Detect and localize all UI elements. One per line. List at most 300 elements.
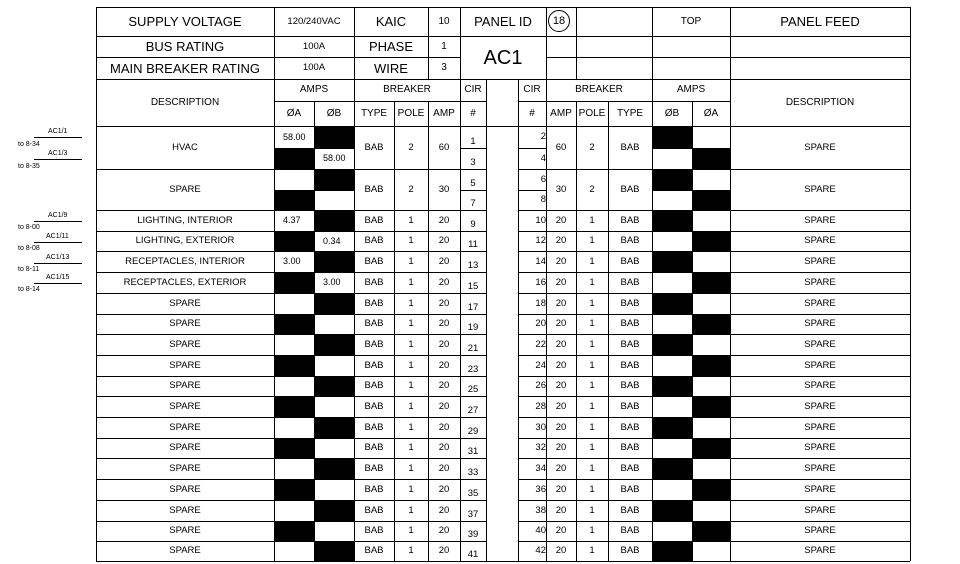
xref-label: AC1/3: [48, 150, 68, 157]
right-circuit-description: SPARE: [804, 359, 836, 371]
left-circuit-description: SPARE: [169, 462, 201, 474]
right-circuit-number: 18: [535, 297, 546, 309]
rule-h: [354, 521, 460, 522]
right-pole-heading: POLE: [578, 107, 606, 119]
rule-h: [546, 376, 652, 377]
right-circuit-number: 34: [535, 462, 546, 474]
rule-h: [460, 438, 486, 439]
rule-h: [546, 396, 652, 397]
left-circuit-description: SPARE: [169, 545, 201, 557]
rule-h: [274, 293, 354, 294]
rule-h: [546, 334, 652, 335]
rule-h: [96, 126, 274, 127]
wire-value: 3: [441, 62, 447, 73]
right-circuit-number: 26: [535, 380, 546, 392]
left-breaker-pole: 1: [408, 255, 414, 267]
left-breaker-amp: 20: [438, 380, 450, 392]
left-amps-heading: AMPS: [299, 84, 329, 95]
rule-h: [546, 355, 652, 356]
left-circuit-number: 17: [467, 301, 479, 313]
right-circuit-description: SPARE: [804, 183, 836, 195]
rule-h: [518, 521, 546, 522]
rule-h: [652, 334, 730, 335]
right-circuit-number: 22: [535, 338, 546, 350]
phase-a-amps: 4.37: [283, 215, 301, 225]
right-breaker-type: BAB: [620, 462, 640, 474]
right-breaker-amp: 20: [555, 525, 567, 537]
rule-h: [518, 293, 546, 294]
rule-h: [546, 521, 652, 522]
left-breaker-type: BAB: [364, 545, 384, 557]
bus-rating-label: BUS RATING: [145, 39, 225, 54]
rule-h: [518, 438, 546, 439]
rule-h: [518, 231, 546, 232]
bus-rating-value: 100A: [302, 40, 326, 52]
left-phase-b-heading: ØB: [326, 107, 342, 119]
rule-v: [652, 79, 653, 126]
rule-h: [730, 210, 910, 211]
phase-fill-block: [314, 334, 354, 355]
right-circuit-number: 28: [535, 400, 546, 412]
rule-h: [354, 458, 460, 459]
right-circuit-number: 16: [535, 276, 546, 288]
phase-value: 1: [441, 40, 447, 52]
right-breaker-amp: 20: [555, 359, 567, 371]
phase-fill-block: [274, 396, 314, 417]
right-circuit-number: 42: [535, 545, 546, 557]
phase-fill-block: [652, 210, 692, 231]
right-breaker-pole: 2: [589, 141, 595, 153]
right-breaker-pole: 1: [589, 276, 595, 288]
rule-h: [730, 479, 910, 480]
right-circuit-number: 36: [535, 483, 546, 495]
right-breaker-pole: 1: [589, 525, 595, 537]
right-breaker-type: BAB: [620, 214, 640, 226]
rule-h: [546, 57, 910, 58]
left-circuit-description: SPARE: [169, 380, 201, 392]
left-breaker-amp: 20: [438, 421, 450, 433]
xref-leader: [34, 137, 82, 138]
left-circuit-description: SPARE: [169, 338, 201, 350]
rule-h: [274, 190, 354, 191]
rule-v: [910, 79, 911, 126]
rule-h: [354, 293, 460, 294]
phase-fill-block: [692, 231, 730, 251]
left-breaker-amp: 20: [438, 297, 450, 309]
kaic-label: KAIC: [375, 14, 407, 29]
right-cir-heading: CIR: [523, 84, 541, 95]
rule-h: [730, 355, 910, 356]
left-circuit-number: 27: [467, 404, 479, 416]
right-breaker-type: BAB: [620, 318, 640, 330]
phase-a-amps: 58.00: [283, 131, 306, 142]
left-breaker-type: BAB: [364, 276, 384, 288]
xref-destination: to 8-34: [18, 141, 40, 148]
left-breaker-pole: 2: [408, 183, 414, 195]
rule-h: [652, 314, 730, 315]
right-breaker-amp: 20: [555, 214, 567, 226]
right-circuit-description: SPARE: [804, 462, 836, 474]
left-breaker-type: BAB: [364, 255, 384, 267]
xref-label: AC1/9: [48, 212, 68, 219]
phase-fill-block: [314, 293, 354, 314]
left-circuit-description: HVAC: [172, 141, 198, 153]
left-breaker-pole: 1: [408, 442, 414, 454]
xref-label: AC1/13: [46, 254, 70, 261]
right-breaker-pole: 2: [589, 183, 595, 195]
right-breaker-amp: 20: [555, 235, 567, 247]
rule-h: [518, 251, 546, 252]
left-breaker-pole: 1: [408, 359, 414, 371]
rule-h: [652, 458, 730, 459]
rule-h: [518, 210, 546, 211]
phase-fill-block: [652, 293, 692, 314]
panel-name: AC1: [483, 46, 523, 69]
left-circuit-number: 15: [467, 280, 479, 292]
rule-h: [274, 458, 354, 459]
rule-h: [96, 417, 274, 418]
left-breaker-pole: 1: [408, 545, 414, 557]
right-breaker-type: BAB: [620, 421, 640, 433]
left-circuit-number: 19: [467, 321, 479, 333]
right-breaker-pole: 1: [589, 400, 595, 412]
right-circuit-description: SPARE: [804, 525, 836, 537]
rule-h: [460, 293, 486, 294]
rule-h: [274, 231, 354, 232]
rule-h: [96, 169, 274, 170]
left-breaker-type: BAB: [364, 214, 384, 226]
left-breaker-pole: 1: [408, 380, 414, 392]
rule-h: [460, 334, 486, 335]
phase-fill-block: [274, 314, 314, 334]
phase-a-amps: 3.00: [283, 256, 301, 266]
right-breaker-type: BAB: [620, 359, 640, 371]
left-breaker-type: BAB: [364, 141, 384, 153]
rule-h: [274, 272, 354, 273]
phase-fill-block: [274, 479, 314, 500]
right-breaker-pole: 1: [589, 442, 595, 454]
right-breaker-pole: 1: [589, 421, 595, 433]
left-circuit-number: 21: [467, 342, 479, 354]
rule-h: [546, 210, 652, 211]
rule-h: [274, 148, 354, 149]
left-circuit-description: SPARE: [169, 359, 201, 371]
left-pole-heading: POLE: [397, 107, 425, 119]
rule-h: [96, 272, 274, 273]
left-circuit-number: 39: [467, 528, 479, 540]
right-breaker-amp: 30: [555, 183, 567, 195]
right-breaker-amp: 20: [555, 255, 567, 267]
rule-h: [460, 272, 486, 273]
rule-v: [486, 126, 487, 561]
left-circuit-number: 5: [470, 177, 476, 189]
rule-h: [730, 521, 910, 522]
rule-h: [354, 314, 460, 315]
left-circuit-number: 7: [470, 197, 476, 209]
right-circuit-number: 10: [535, 214, 546, 226]
right-breaker-type: BAB: [620, 400, 640, 412]
rule-h: [274, 541, 354, 542]
right-circuit-description: SPARE: [804, 141, 836, 153]
left-breaker-pole: 1: [408, 504, 414, 516]
right-breaker-amp: 20: [555, 297, 567, 309]
rule-h: [730, 541, 910, 542]
left-circuit-description: SPARE: [169, 504, 201, 516]
right-breaker-pole: 1: [589, 338, 595, 350]
rule-h: [96, 500, 274, 501]
rule-h: [460, 169, 486, 170]
right-circuit-description: SPARE: [804, 400, 836, 412]
rule-h: [652, 169, 730, 170]
rule-h: [460, 479, 486, 480]
main-breaker-label: MAIN BREAKER RATING: [109, 60, 260, 76]
phase-fill-block: [692, 148, 730, 169]
rule-h: [730, 314, 910, 315]
rule-h: [460, 417, 486, 418]
rule-v: [428, 7, 429, 79]
right-circuit-number: 14: [535, 255, 546, 267]
rule-h: [96, 36, 910, 37]
rule-h: [730, 293, 910, 294]
rule-h: [96, 293, 274, 294]
left-circuit-description: SPARE: [169, 400, 201, 412]
left-circuit-number: 41: [467, 548, 479, 560]
rule-v: [314, 101, 315, 126]
left-circuit-description: LIGHTING, INTERIOR: [137, 214, 233, 226]
left-circuit-number: 1: [470, 135, 476, 147]
right-breaker-pole: 1: [589, 483, 595, 495]
rule-h: [274, 251, 354, 252]
left-circuit-number: 11: [468, 238, 478, 250]
rule-h: [652, 126, 730, 127]
xref-destination: to 8-35: [18, 163, 40, 170]
left-breaker-type: BAB: [364, 338, 384, 350]
right-breaker-type: BAB: [620, 504, 640, 516]
rule-h: [518, 500, 546, 501]
rule-h: [460, 500, 486, 501]
right-breaker-pole: 1: [589, 359, 595, 371]
right-breaker-type: BAB: [620, 545, 640, 557]
rule-h: [518, 396, 546, 397]
rule-h: [274, 479, 354, 480]
right-circuit-description: SPARE: [804, 235, 836, 247]
left-breaker-amp: 20: [438, 338, 450, 350]
phase-fill-block: [314, 126, 354, 148]
right-breaker-amp: 20: [555, 400, 567, 412]
phase-fill-block: [314, 541, 354, 561]
rule-h: [652, 190, 730, 191]
left-circuit-number: 3: [470, 156, 476, 168]
rule-h: [546, 541, 652, 542]
left-breaker-amp: 20: [438, 214, 450, 226]
rule-h: [460, 210, 486, 211]
phase-b-amps: 0.34: [323, 235, 341, 246]
left-breaker-amp: 20: [438, 483, 450, 495]
right-breaker-amp: 20: [555, 338, 567, 350]
rule-h: [274, 101, 460, 102]
rule-h: [96, 355, 274, 356]
right-circuit-number: 30: [535, 421, 546, 433]
phase-fill-block: [652, 169, 692, 190]
rule-v: [96, 79, 97, 126]
left-breaker-amp: 20: [438, 400, 450, 412]
right-breaker-type: BAB: [620, 297, 640, 309]
rule-h: [652, 541, 730, 542]
rule-h: [274, 126, 354, 127]
right-phase-a-heading: ØA: [703, 107, 719, 119]
rule-h: [354, 376, 460, 377]
phase-b-amps: 58.00: [323, 153, 346, 163]
rule-v: [486, 79, 487, 126]
phase-fill-block: [314, 417, 354, 438]
rule-h: [652, 438, 730, 439]
left-circuit-description: SPARE: [169, 183, 201, 195]
rule-h: [96, 334, 274, 335]
rule-h: [96, 79, 910, 80]
rule-h: [96, 438, 274, 439]
rule-v: [274, 79, 275, 126]
rule-h: [518, 479, 546, 480]
rule-h: [354, 169, 460, 170]
rule-h: [274, 334, 354, 335]
rule-h: [546, 417, 652, 418]
right-breaker-pole: 1: [589, 235, 595, 247]
right-breaker-type: BAB: [620, 338, 640, 350]
rule-h: [730, 334, 910, 335]
right-breaker-pole: 1: [589, 380, 595, 392]
left-breaker-type: BAB: [364, 380, 384, 392]
rule-h: [460, 458, 486, 459]
phase-fill-block: [274, 438, 314, 458]
right-circuit-description: SPARE: [804, 297, 836, 309]
phase-fill-block: [314, 169, 354, 190]
rule-v: [394, 101, 395, 126]
right-circuit-description: SPARE: [804, 318, 836, 330]
right-breaker-amp: 20: [555, 442, 567, 454]
left-breaker-amp: 30: [438, 183, 450, 195]
left-breaker-amp: 20: [438, 545, 450, 557]
rule-v: [576, 7, 577, 79]
phase-fill-block: [314, 376, 354, 396]
phase-fill-block: [274, 521, 314, 541]
rule-h: [730, 458, 910, 459]
left-breaker-pole: 1: [408, 214, 414, 226]
phase-fill-block: [314, 500, 354, 521]
rule-h: [652, 272, 730, 273]
right-breaker-pole: 1: [589, 297, 595, 309]
rule-h: [96, 396, 274, 397]
rule-h: [354, 417, 460, 418]
main-breaker-value: 100A: [302, 62, 326, 74]
left-breaker-type: BAB: [364, 483, 384, 495]
rule-h: [730, 251, 910, 252]
left-breaker-amp: 20: [438, 462, 450, 474]
rule-h: [354, 210, 460, 211]
rule-h: [460, 148, 486, 149]
phase-fill-block: [652, 334, 692, 355]
right-breaker-pole: 1: [589, 462, 595, 474]
phase-fill-block: [314, 251, 354, 272]
rule-h: [354, 479, 460, 480]
rule-h: [274, 210, 354, 211]
rule-h: [96, 231, 274, 232]
right-breaker-pole: 1: [589, 545, 595, 557]
rule-h: [518, 417, 546, 418]
right-circuit-number: 38: [535, 504, 546, 516]
phase-fill-block: [274, 148, 314, 169]
rule-h: [354, 500, 460, 501]
rule-v: [460, 79, 461, 126]
rule-v: [730, 79, 731, 126]
left-breaker-amp: 20: [438, 504, 450, 516]
supply-voltage-value: 120/240VAC: [287, 15, 341, 27]
panel-id-label: PANEL ID: [474, 14, 532, 29]
phase-fill-block: [692, 438, 730, 458]
phase-fill-block: [692, 396, 730, 417]
left-breaker-type: BAB: [364, 318, 384, 330]
rule-h: [274, 355, 354, 356]
rule-h: [518, 334, 546, 335]
xref-label: AC1/1: [48, 128, 68, 135]
xref-leader: [34, 159, 82, 160]
supply-voltage-label: SUPPLY VOLTAGE: [128, 14, 242, 29]
right-circuit-description: SPARE: [804, 276, 836, 288]
right-circuit-number: 2: [540, 131, 546, 143]
rule-h: [96, 479, 274, 480]
rule-v: [730, 7, 731, 79]
rule-h: [652, 479, 730, 480]
rule-h: [274, 438, 354, 439]
left-circuit-description: LIGHTING, EXTERIOR: [135, 235, 235, 247]
rule-h: [730, 376, 910, 377]
right-breaker-amp: 20: [555, 421, 567, 433]
left-breaker-amp: 20: [438, 276, 450, 288]
left-circuit-description: RECEPTACLES, EXTERIOR: [123, 276, 247, 288]
rule-h: [460, 355, 486, 356]
rule-v: [354, 79, 355, 126]
right-breaker-pole: 1: [589, 318, 595, 330]
rule-v: [428, 101, 429, 126]
left-breaker-type: BAB: [364, 525, 384, 537]
left-circuit-description: SPARE: [169, 442, 201, 454]
rule-h: [730, 231, 910, 232]
rule-h: [274, 314, 354, 315]
right-breaker-type: BAB: [620, 235, 640, 247]
right-circuit-number: 6: [540, 173, 546, 185]
phase-fill-block: [274, 190, 314, 210]
rule-h: [274, 376, 354, 377]
right-circuit-number: 24: [535, 359, 546, 371]
rule-v: [546, 7, 547, 79]
left-breaker-pole: 2: [408, 141, 414, 153]
rule-h: [460, 541, 486, 542]
rule-h: [518, 458, 546, 459]
right-circuit-number: 4: [540, 152, 546, 164]
xref-destination: to 8-00: [18, 224, 40, 231]
right-circuit-number: 12: [535, 235, 546, 247]
rule-h: [354, 272, 460, 273]
wire-label: WIRE: [374, 60, 408, 76]
xref-leader: [34, 221, 82, 222]
left-circuit-description: SPARE: [169, 483, 201, 495]
rule-h: [354, 541, 460, 542]
left-breaker-type: BAB: [364, 400, 384, 412]
rule-h: [546, 251, 652, 252]
left-description-heading: DESCRIPTION: [150, 96, 220, 108]
rule-h: [652, 376, 730, 377]
phase-fill-block: [692, 479, 730, 500]
right-phase-b-heading: ØB: [664, 107, 680, 119]
